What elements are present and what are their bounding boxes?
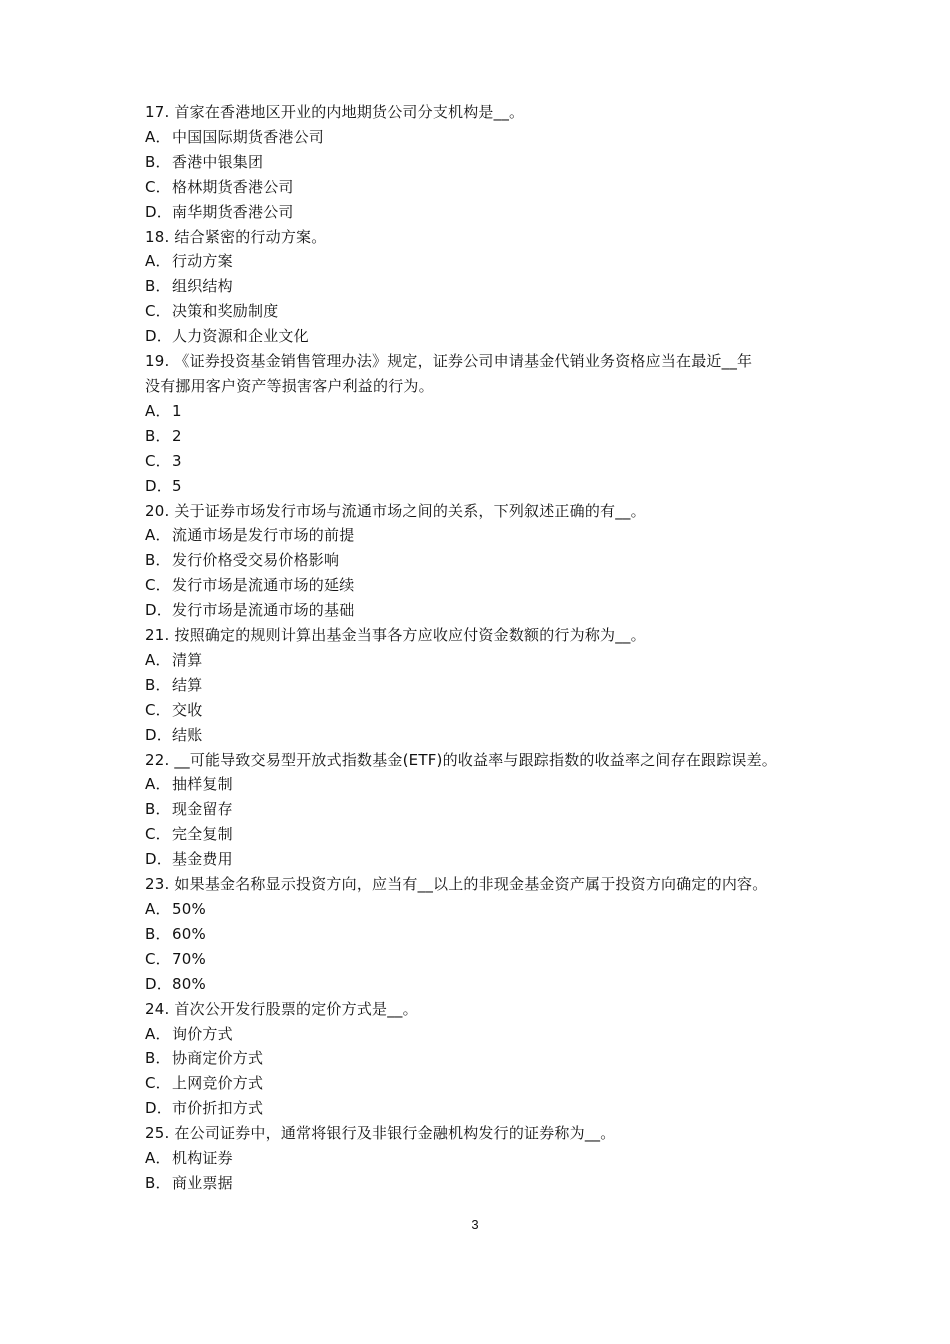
option-text: 清算 [172,650,203,669]
option-text: 现金留存 [172,800,233,819]
option-letter: C． [145,302,171,321]
option-text: 南华期货香港公司 [172,202,294,221]
option-text: 发行市场是流通市场的基础 [172,601,355,620]
option-letter: D． [145,476,172,495]
option-letter: D． [145,974,172,993]
option-text: 格林期货香港公司 [172,177,294,196]
question-stem: 20. 关于证券市场发行市场与流通市场之间的关系，下列叙述正确的有__。 [145,501,646,520]
option-letter: A． [145,900,171,918]
option-text: 1 [172,401,182,420]
option-text: 决策和奖励制度 [172,302,279,321]
option-letter: D． [145,601,172,620]
option-text: 结账 [172,725,203,744]
answer-option [145,474,835,499]
option-letter: D． [145,1099,172,1118]
answer-option [145,125,835,150]
answer-option [145,1022,835,1047]
answer-option [145,324,835,349]
option-letter: C． [145,949,171,968]
option-text: 基金费用 [172,850,233,869]
answer-option [145,797,835,822]
option-text: 市价折扣方式 [172,1099,264,1118]
option-letter: B． [145,426,171,445]
answer-option [145,698,835,723]
answer-option [145,1071,835,1096]
option-text: 完全复制 [172,825,233,844]
answer-option [145,523,835,548]
option-text: 60% [172,924,206,943]
option-letter: B． [145,1049,171,1068]
option-letter: B． [145,1173,171,1192]
answer-option [145,399,835,424]
option-letter: A． [145,775,171,794]
option-text: 70% [172,949,206,968]
question-stem: 17. 首家在香港地区开业的内地期货公司分支机构是__。 [145,103,525,121]
answer-option [145,424,835,449]
option-letter: B． [145,277,171,296]
answer-option [145,249,835,274]
option-text: 人力资源和企业文化 [172,327,309,346]
answer-option [145,772,835,797]
question-stem: 24. 首次公开发行股票的定价方式是__。 [145,999,418,1018]
option-text: 询价方式 [172,1024,233,1043]
option-letter: A． [145,1149,171,1168]
option-text: 2 [172,426,182,445]
answer-option [145,673,835,698]
option-text: 抽样复制 [172,775,233,794]
option-letter: B． [145,152,171,171]
option-text: 机构证券 [172,1149,233,1168]
option-letter: C． [145,825,171,844]
option-letter: D． [145,850,172,869]
answer-option [145,723,835,748]
option-letter: C． [145,700,171,719]
option-letter: C． [145,177,171,196]
page-number: 3 [471,1217,479,1232]
answer-option [145,1171,835,1196]
question-stem: 18. 结合紧密的行动方案。 [145,227,327,246]
option-text: 发行价格受交易价格影响 [172,551,340,570]
option-letter: D． [145,725,172,744]
option-text: 中国国际期货香港公司 [172,127,325,146]
question-stem: 23. 如果基金名称显示投资方向，应当有__以上的非现金基金资产属于投资方向确定的内容。 [145,875,768,894]
answer-option [145,598,835,623]
answer-option [145,1146,835,1171]
option-text: 交收 [172,700,203,719]
answer-option [145,449,835,474]
option-text: 5 [172,476,182,495]
option-text: 行动方案 [172,252,233,271]
option-letter: A． [145,1024,171,1043]
answer-option [145,1046,835,1071]
answer-option [145,200,835,225]
answer-option [145,648,835,673]
answer-option [145,822,835,847]
option-letter: A． [145,252,171,271]
question-list [145,100,835,1196]
answer-option [145,947,835,972]
question-stem: 19. 《证券投资基金销售管理办法》规定，证券公司申请基金代销业务资格应当在最近__年 [145,352,753,371]
question-stem: 22. __可能导致交易型开放式指数基金(ETF)的收益率与跟踪指数的收益率之间存在跟踪误差。 [145,750,777,769]
option-letter: B． [145,924,171,943]
option-text: 上网竞价方式 [172,1074,264,1093]
option-text: 商业票据 [172,1173,233,1192]
option-letter: A． [145,526,171,545]
answer-option [145,847,835,872]
option-letter: B． [145,675,171,694]
option-text: 协商定价方式 [172,1049,264,1068]
option-letter: C． [145,451,171,470]
option-text: 3 [172,451,182,470]
option-letter: B． [145,551,171,570]
answer-option [145,573,835,598]
option-text: 组织结构 [172,277,233,296]
option-text: 80% [172,974,206,993]
option-letter: A． [145,401,171,420]
answer-option [145,274,835,299]
answer-option [145,922,835,947]
option-letter: A． [145,127,171,146]
question-stem: 25. 在公司证券中，通常将银行及非银行金融机构发行的证券称为__。 [145,1124,616,1143]
option-letter: A． [145,650,171,669]
option-text: 50% [172,900,206,918]
question-stem: 21. 按照确定的规则计算出基金当事各方应收应付资金数额的行为称为__。 [145,626,646,645]
option-letter: C． [145,1074,171,1093]
option-letter: D． [145,327,172,346]
option-text: 香港中银集团 [172,152,264,171]
answer-option [145,299,835,324]
answer-option [145,150,835,175]
answer-option [145,175,835,200]
answer-option [145,897,835,922]
answer-option [145,548,835,573]
question-stem-continuation: 没有挪用客户资产等损害客户利益的行为。 [145,376,434,395]
option-text: 结算 [172,675,203,694]
option-text: 流通市场是发行市场的前提 [172,526,355,545]
answer-option [145,1096,835,1121]
option-letter: D． [145,202,172,221]
option-letter: C． [145,576,171,595]
option-letter: B． [145,800,171,819]
answer-option [145,972,835,997]
option-text: 发行市场是流通市场的延续 [172,576,355,595]
